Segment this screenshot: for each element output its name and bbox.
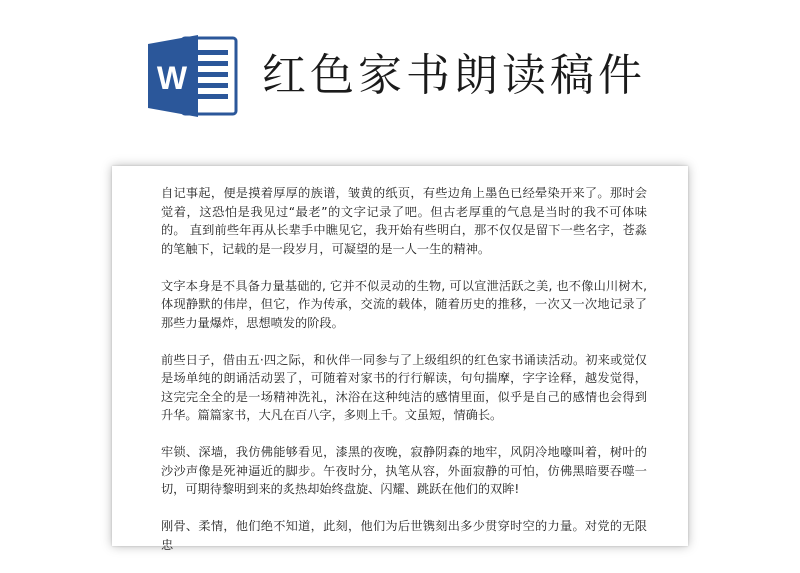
paragraph: 文字本身是不具备力量基础的, 它并不似灵动的生物, 可以宣泄活跃之美, 也不像山川树木, 体现静默的伟岸，但它，作为传承，交流的载体，随着历史的推移，一次又一次地记录了那些力量爆炸，思想喷发的阶段。 [161, 278, 647, 330]
paragraph: 牢锁、深墙，我仿佛能够看见，漆黑的夜晚，寂静阴森的地牢，风阴冷地嚎叫着，树叶的沙沙声像是死神逼近的脚步。午夜时分，执笔从容，外面寂静的可怕，仿佛黑暗要吞噬一切，可期待黎明到来的炙热却始终盘旋、闪耀、跳跃在他们的双眸! [161, 445, 647, 496]
word-document-icon [146, 32, 238, 120]
header [0, 0, 800, 150]
document-body [161, 184, 647, 573]
page-title: 红色家书朗读稿件 [262, 50, 646, 101]
document-page [112, 166, 688, 552]
paragraph: 前些日子，借由五·四之际，和伙伴一同参与了上级组织的红色家书诵读活动。初来或觉仅是场单纯的朗诵活动罢了，可随着对家书的行行解读，句句揣摩，字字诠释，越发觉得，这完完全全的是一场精神洗礼，沐浴在这种纯洁的感情里面，似乎是自己的感情也会得到升华。篇篇家书，大凡在百八字，多则上千。文虽短，情确长。 [161, 352, 647, 422]
paragraph: 刚骨、柔情，他们绝不知道，此刻，他们为后世镌刻出多少贯穿时空的力量。对党的无限忠 [161, 519, 647, 552]
word-logo-letter: W [156, 60, 188, 96]
paragraph: 自记事起，便是摸着厚厚的族谱，皱黄的纸页，有些边角上墨色已经晕染开来了。那时会觉着，这恐怕是我见过“最老”的文字记录了吧。但古老厚重的气息是当时的我不可体味的。 直到前些年再从长辈手中瞧见它，我开始有些明白，那不仅仅是留下一些名字，苍淼的笔触下，记载的是一段岁月，可凝望的是一人一生的精神。 [161, 186, 647, 256]
